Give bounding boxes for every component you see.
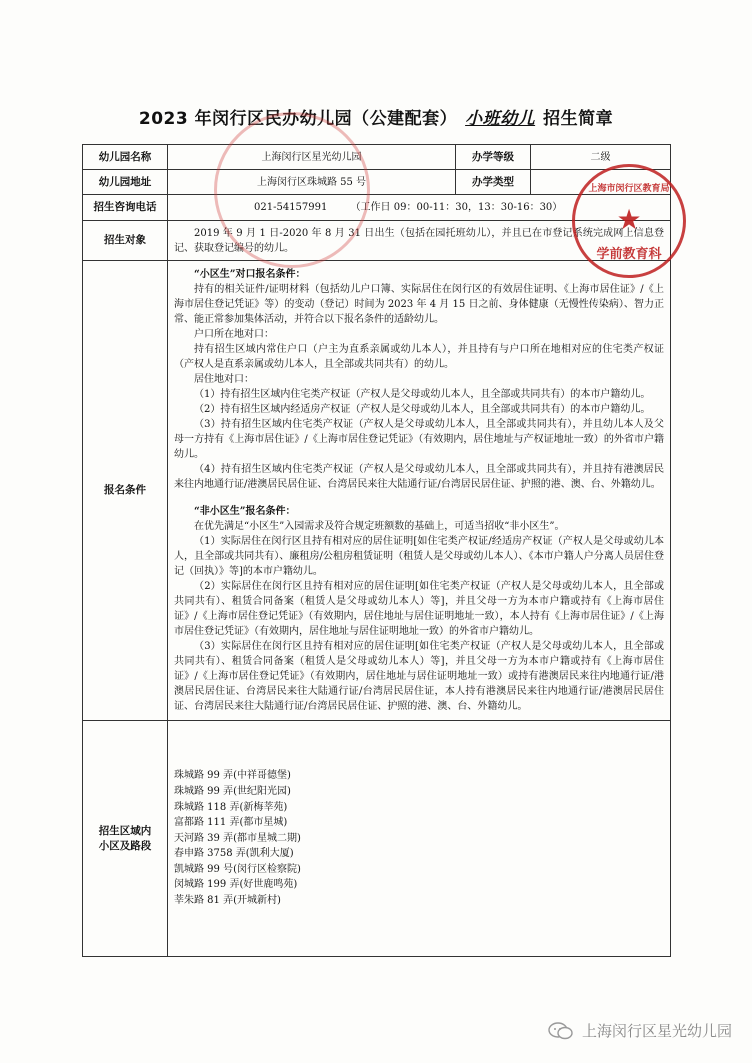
condition-paragraph: （4）持有招生区域内住宅类产权证（产权人是父母或幼儿本人，且全部或共同共有），并且持有港澳居民来往内地通行证/港澳居民居住证、台湾居民来往大陆通行证/台湾居民居住证、护照的港、澳、台、外籍幼儿。	[174, 464, 664, 490]
condition-paragraph: （2）实际居住在闵行区且持有相对应的居住证明[如住宅类产权证（产权人是父母或幼儿本人，且全部或共同共有）、租赁合同备案（租赁人是父母或幼儿本人）等]，并且父母一方为本市户籍或持有《上海市居住证》/《上海市居住登记凭证》（有效期内，居住地址与居住证明地址一致），本人持有《上海市居住证》/《上海市居住登记凭证》（有效期内，居住地址与居住证明地址一致）的外省市户籍幼儿。	[174, 581, 664, 637]
watermark-text: 上海闵行区星光幼儿园	[581, 1022, 732, 1040]
condition-paragraph: （1）实际居住在闵行区且持有相对应的居住证明[如住宅类产权证/经适房产权证（产权人是父母或幼儿本人，且全部或共同共有）、廉租房/公租房租赁证明（租赁人是父母或幼儿本人）、《本市户籍人户分离人员居住登记（回执）》等]的本市户籍幼儿。	[174, 536, 664, 577]
address-label: 幼儿园地址	[83, 170, 168, 195]
type-label: 办学类型	[456, 170, 531, 195]
road-item: 闵城路 199 弄(好世鹿鸣苑)	[174, 879, 298, 891]
row-conditions	[83, 261, 671, 721]
enrollment-table	[82, 144, 671, 957]
condition-paragraph: （2）持有招生区域内经适房产权证（产权人是父母或幼儿本人，且全部或共同共有）的本市户籍幼儿。	[194, 404, 651, 415]
condition-paragraph: （3）实际居住在闵行区且持有相对应的居住证明[如住宅类产权证（产权人是父母或幼儿本人，且全部或共同共有）、租赁合同备案（租赁人是父母或幼儿本人）等]，并且父母一方为本市户籍或持有《上海市居住证》/《上海市居住登记凭证》（有效期内，居住地址与居住证明地址一致）或持有港澳居民来往内地通行证/港澳居民居住证、台湾居民来往大陆通行证/台湾居民居住证，本人持有港澳居民来往内地通行证/港澳居民居住证、台湾居民来往大陆通行证/台湾居民居住证、护照的港、澳、台、外籍幼儿。	[174, 641, 664, 712]
condition-paragraph: 户口所在地对口：	[194, 329, 274, 340]
wechat-icon	[548, 1022, 574, 1040]
conditions-cell	[168, 261, 671, 721]
phone-cell	[168, 195, 671, 221]
phone-hours: （工作日 09：00-11：30，13：30-16：30）	[350, 202, 563, 213]
condition-paragraph: 居住地对口：	[194, 374, 254, 385]
seal-top-text: 上海市闵行区教育局	[588, 184, 670, 194]
title-prefix: 2023 年闵行区民办幼儿园（公建配套）	[138, 109, 458, 129]
road-item: 珠城路 118 弄(新梅莘苑)	[174, 801, 288, 813]
row-target	[83, 221, 671, 261]
page-title	[0, 104, 752, 129]
star-icon: ★	[616, 203, 642, 236]
address-value: 上海闵行区珠城路 55 号	[168, 170, 456, 195]
name-value: 上海闵行区星光幼儿园	[168, 145, 456, 170]
row-phone	[83, 195, 671, 221]
condition-paragraph: 持有招生区域内常住户口（户主为直系亲属或幼儿本人），并且持有与户口所在地相对应的住宅类产权证（产权人是直系亲属或幼儿本人，且全部或共同共有）的幼儿。	[174, 344, 664, 370]
level-value: 二级	[531, 145, 671, 170]
row-roads	[83, 721, 671, 957]
road-item: 莘朱路 81 弄(开城新村)	[174, 895, 281, 907]
phone-value: 021-54157991	[254, 202, 328, 213]
condition-paragraph: “小区生”对口报名条件：	[194, 269, 306, 280]
name-label: 幼儿园名称	[83, 145, 168, 170]
condition-spacer	[174, 492, 664, 504]
condition-paragraph: 持有的相关证件/证明材料（包括幼儿户口簿、实际居住在闵行区的有效居住证明、《上海市居住证》/《上海市居住登记凭证》等）的变动（登记）时间为 2023 年 4 月 15 日之前、身体健康（无慢性传染病）、智力正常、能正常参加集体活动，并符合以下报名条件的适龄幼儿。	[174, 284, 664, 325]
target-cell	[168, 221, 671, 261]
target-value: 2019 年 9 月 1 日-2020 年 8 月 31 日出生（包括在园托班幼儿），并且已在市登记系统完成网上信息登记、获取登记编号的幼儿。	[174, 227, 664, 254]
conditions-label: 报名条件	[83, 261, 168, 721]
seal-bottom-text: 学前教育科	[596, 247, 662, 262]
roads-label	[83, 721, 168, 957]
roads-cell	[168, 721, 671, 957]
road-item: 天河路 39 弄(都市星城二期)	[174, 832, 301, 844]
condition-paragraph: （1）持有招生区域内住宅类产权证（产权人是父母或幼儿本人，且全部或共同共有）的本市户籍幼儿。	[194, 389, 651, 400]
row-name	[83, 145, 671, 170]
condition-paragraph: 在优先满足“小区生”入园需求及符合规定班额数的基础上，可适当招收“非小区生”。	[194, 521, 565, 532]
condition-paragraph: （3）持有招生区域内住宅类产权证（产权人是父母或幼儿本人，且全部或共同共有），并且幼儿本人及父母一方持有《上海市居住证》/《上海市居住登记凭证》（有效期内，居住地址与产权证地址一致）的外省市户籍幼儿。	[174, 419, 664, 460]
row-address	[83, 170, 671, 195]
road-item: 春申路 3758 弄(凯利大厦)	[174, 848, 294, 860]
title-emphasis: 小班幼儿	[465, 109, 536, 129]
roads-label-line: 招生区域内	[98, 824, 152, 837]
road-item: 珠城路 99 弄(世纪阳光园)	[174, 785, 291, 797]
title-suffix: 招生简章	[543, 109, 614, 129]
roads-label-line: 小区及路段	[98, 839, 152, 852]
level-label: 办学等级	[456, 145, 531, 170]
condition-paragraph: “非小区生”报名条件：	[194, 506, 296, 517]
wechat-watermark	[548, 1020, 732, 1041]
road-item: 珠城路 99 弄(中祥哥德堡)	[174, 770, 291, 782]
road-item: 富都路 111 弄(都市星城)	[174, 817, 288, 829]
phone-label: 招生咨询电话	[83, 195, 168, 221]
road-item: 凯城路 99 号(闵行区检察院)	[174, 863, 301, 875]
type-value	[531, 170, 671, 195]
target-label: 招生对象	[83, 221, 168, 261]
